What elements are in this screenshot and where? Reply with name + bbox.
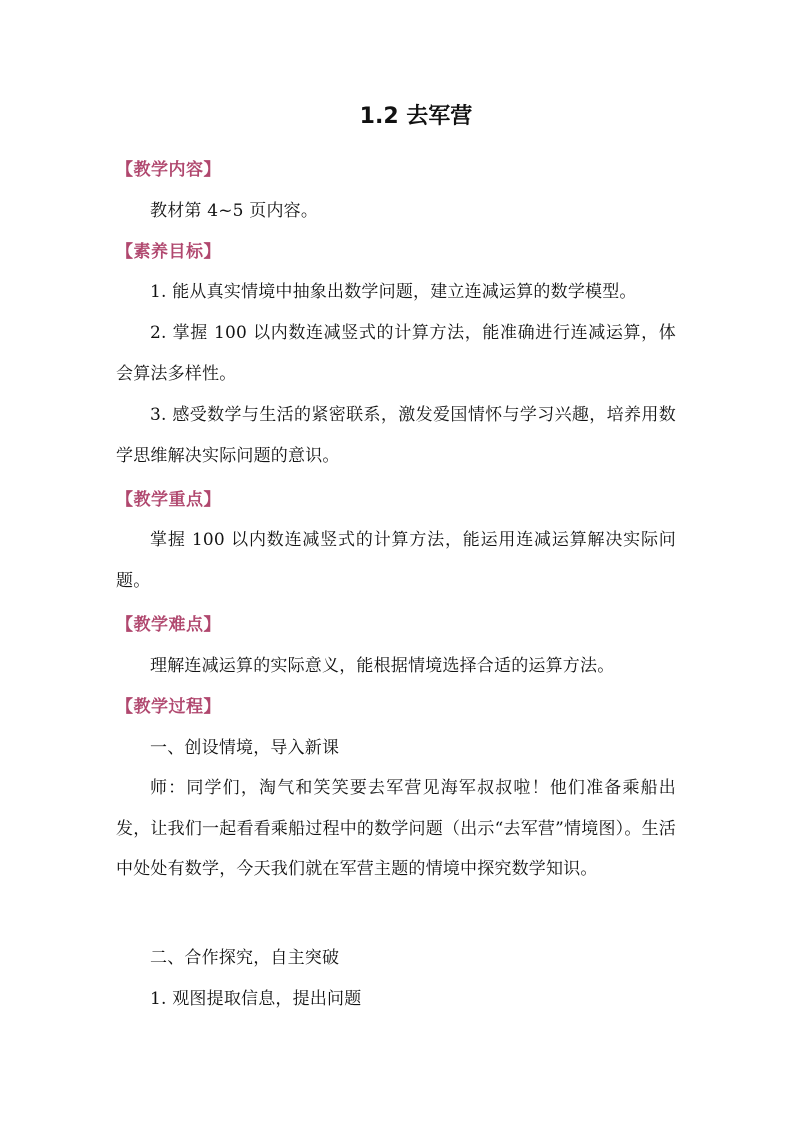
content-text: 教材第 4~5 页内容。 (150, 201, 319, 221)
process-step1-title: 一、创设情境，导入新课 (150, 738, 340, 758)
process-step1-text: 师：同学们，淘气和笑笑要去军营见海军叔叔啦！他们准备乘船出发，让我们一起看看乘船过程中的数学问题（出示“去军营”情境图）。生活中处处有数学，今天我们就在军营主题的情境中探究数学知识。 (116, 778, 676, 880)
goal-item-3: 3. 感受数学与生活的紧密联系，激发爱国情怀与学习兴趣，培养用数学思维解决实际问题的意识。 (116, 405, 676, 466)
goal-item-1: 1. 能从真实情境中抽象出数学问题，建立连减运算的数学模型。 (150, 282, 637, 302)
heading-difficulties: 【教学难点】 (116, 615, 221, 635)
heading-literacy-goals: 【素养目标】 (116, 242, 221, 262)
difficulties-text: 理解连减运算的实际意义，能根据情境选择合适的运算方法。 (150, 656, 615, 676)
page-title: 1.2 去军营 (359, 104, 473, 129)
key-points-text: 掌握 100 以内数连减竖式的计算方法，能运用连减运算解决实际问题。 (116, 530, 676, 591)
process-step2-title: 二、合作探究，自主突破 (150, 948, 340, 968)
heading-teaching-content: 【教学内容】 (116, 160, 221, 180)
goal-item-2: 2. 掌握 100 以内数连减竖式的计算方法，能准确进行连减运算，体会算法多样性。 (116, 323, 676, 384)
process-step2-sub1: 1. 观图提取信息，提出问题 (150, 989, 362, 1009)
heading-teaching-process: 【教学过程】 (116, 697, 221, 717)
heading-key-points: 【教学重点】 (116, 490, 221, 510)
